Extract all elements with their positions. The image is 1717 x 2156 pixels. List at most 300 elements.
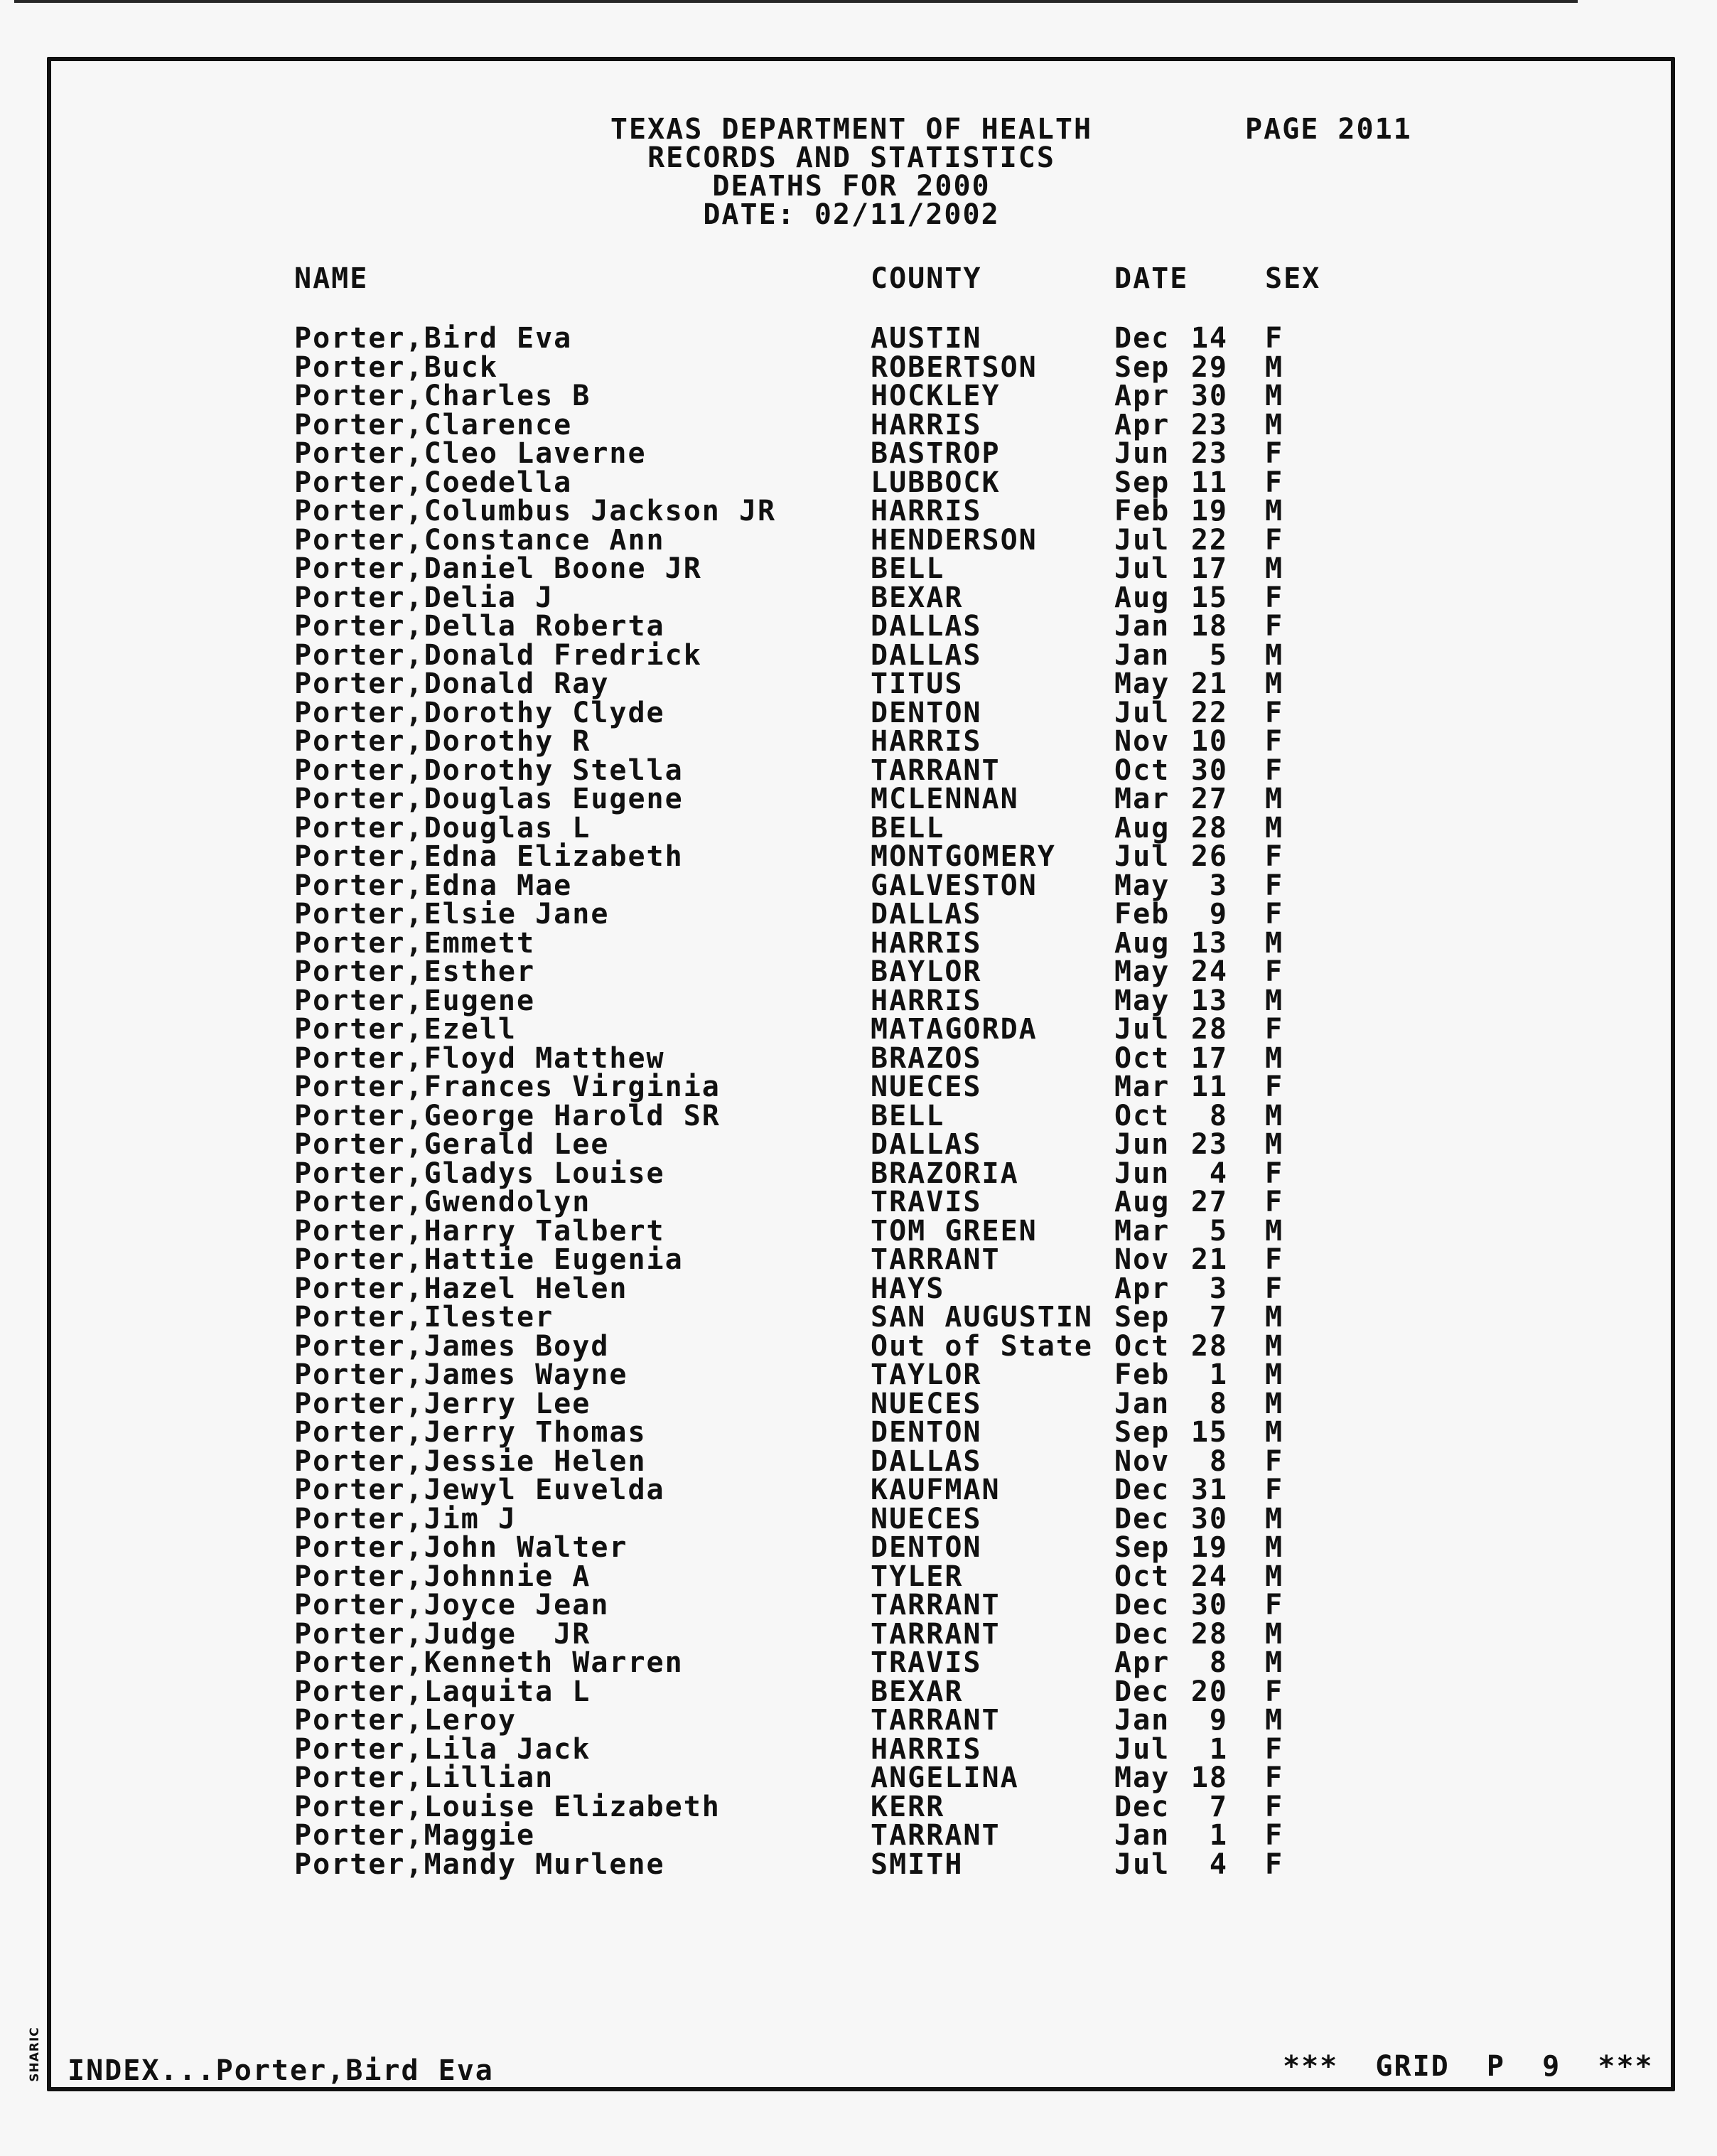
name-cell: Porter,Charles B xyxy=(294,380,591,412)
name-cell: Porter,Dorothy Clyde xyxy=(294,696,665,729)
name-cell: Porter,Ezell xyxy=(294,1013,517,1046)
county-cell: HAYS xyxy=(871,1272,945,1305)
county-cell: TARRANT xyxy=(871,1617,1001,1651)
name-cell: Porter,Hazel Helen xyxy=(294,1272,628,1305)
sex-cell: M xyxy=(1265,552,1284,585)
month-cell: Jul xyxy=(1114,552,1170,585)
column-header-date: DATE xyxy=(1114,262,1189,295)
sex-cell: M xyxy=(1265,1646,1284,1679)
county-cell: BEXAR xyxy=(871,581,964,614)
sex-cell: M xyxy=(1265,1358,1284,1391)
table-row xyxy=(0,1159,1717,1188)
day-cell: 22 xyxy=(1190,523,1228,557)
month-cell: Jan xyxy=(1114,1819,1170,1852)
table-row xyxy=(0,1358,1717,1391)
month-cell: Jul xyxy=(1114,840,1170,873)
sex-cell: F xyxy=(1265,840,1284,873)
table-row xyxy=(0,1761,1717,1794)
county-cell: BRAZOS xyxy=(871,1041,982,1075)
day-cell: 23 xyxy=(1190,408,1228,441)
day-cell: 20 xyxy=(1190,1675,1228,1708)
county-cell: DALLAS xyxy=(871,638,982,672)
county-cell: GALVESTON xyxy=(871,869,1038,902)
sex-cell: F xyxy=(1265,1790,1284,1823)
sex-cell: F xyxy=(1265,1157,1284,1190)
sex-cell: F xyxy=(1265,1589,1284,1621)
sex-cell: M xyxy=(1265,350,1284,384)
day-cell: 15 xyxy=(1190,1416,1228,1449)
day-cell: 23 xyxy=(1190,437,1228,470)
county-cell: DALLAS xyxy=(871,1128,982,1161)
table-row xyxy=(0,753,1717,787)
month-cell: Jul xyxy=(1114,523,1170,557)
county-cell: NUECES xyxy=(871,1071,982,1103)
name-cell: Porter,James Wayne xyxy=(294,1358,628,1391)
month-cell: Apr xyxy=(1114,380,1170,412)
table-row xyxy=(0,1648,1717,1677)
name-cell: Porter,Maggie xyxy=(294,1819,536,1852)
table-row xyxy=(0,1214,1717,1248)
name-cell: Porter,Constance Ann xyxy=(294,523,665,557)
county-cell: HOCKLEY xyxy=(871,380,1001,412)
day-cell: 7 xyxy=(1209,1301,1228,1334)
table-row xyxy=(0,842,1717,871)
table-row xyxy=(0,1533,1717,1562)
sex-cell: M xyxy=(1265,1617,1284,1651)
day-cell: 1 xyxy=(1209,1732,1228,1766)
column-header-county: COUNTY xyxy=(871,262,982,295)
county-cell: MCLENNAN xyxy=(871,783,1019,815)
county-cell: BELL xyxy=(871,552,945,585)
month-cell: Sep xyxy=(1114,1531,1170,1564)
sex-cell: M xyxy=(1265,1099,1284,1132)
county-cell: ANGELINA xyxy=(871,1761,1019,1794)
month-cell: Jun xyxy=(1114,1157,1170,1190)
sex-cell: F xyxy=(1265,869,1284,902)
name-cell: Porter,Hattie Eugenia xyxy=(294,1243,684,1276)
month-cell: Aug xyxy=(1114,926,1170,960)
county-cell: DENTON xyxy=(871,1416,982,1449)
name-cell: Porter,Eugene xyxy=(294,984,536,1017)
sex-cell: M xyxy=(1265,984,1284,1017)
month-cell: Apr xyxy=(1114,1646,1170,1679)
scan-edge-line xyxy=(14,0,1578,3)
sex-cell: F xyxy=(1265,753,1284,787)
month-cell: Oct xyxy=(1114,1560,1170,1593)
day-cell: 30 xyxy=(1190,1589,1228,1621)
table-row xyxy=(0,1821,1717,1850)
table-row xyxy=(0,1329,1717,1363)
table-row xyxy=(0,1130,1717,1159)
month-cell: Apr xyxy=(1114,408,1170,441)
side-label: SHARIC xyxy=(28,2027,42,2082)
name-cell: Porter,Dorothy R xyxy=(294,725,591,758)
name-cell: Porter,Douglas L xyxy=(294,811,591,844)
sex-cell: F xyxy=(1265,1272,1284,1305)
sex-cell: F xyxy=(1265,1847,1284,1881)
name-cell: Porter,Dorothy Stella xyxy=(294,753,684,787)
county-cell: Out of State xyxy=(871,1329,1093,1363)
county-cell: BEXAR xyxy=(871,1675,964,1708)
sex-cell: F xyxy=(1265,1732,1284,1766)
county-cell: DENTON xyxy=(871,1531,982,1564)
month-cell: Mar xyxy=(1114,783,1170,815)
day-cell: 30 xyxy=(1190,753,1228,787)
sex-cell: M xyxy=(1265,495,1284,527)
name-cell: Porter,Della Roberta xyxy=(294,610,665,643)
day-cell: 5 xyxy=(1209,1214,1228,1248)
sex-cell: F xyxy=(1265,1474,1284,1506)
county-cell: TOM GREEN xyxy=(871,1214,1038,1248)
table-row xyxy=(0,408,1717,441)
county-cell: TARRANT xyxy=(871,753,1001,787)
county-cell: TARRANT xyxy=(871,1589,1001,1621)
month-cell: Jul xyxy=(1114,696,1170,729)
month-cell: Apr xyxy=(1114,1272,1170,1305)
table-row xyxy=(0,1704,1717,1737)
table-row xyxy=(0,955,1717,988)
month-cell: May xyxy=(1114,869,1170,902)
grid-footer: *** GRID P 9 *** xyxy=(1283,2050,1654,2083)
sex-cell: F xyxy=(1265,1761,1284,1794)
sex-cell: M xyxy=(1265,1560,1284,1593)
county-cell: MATAGORDA xyxy=(871,1013,1038,1046)
table-row xyxy=(0,523,1717,557)
county-cell: BAYLOR xyxy=(871,955,982,988)
sex-cell: M xyxy=(1265,1128,1284,1161)
county-cell: MONTGOMERY xyxy=(871,840,1056,873)
sex-cell: F xyxy=(1265,725,1284,758)
sex-cell: F xyxy=(1265,1186,1284,1218)
month-cell: Sep xyxy=(1114,1301,1170,1334)
index-footer: INDEX...Porter,Bird Eva xyxy=(68,2054,494,2087)
day-cell: 7 xyxy=(1209,1790,1228,1823)
county-cell: HARRIS xyxy=(871,1732,982,1766)
day-cell: 11 xyxy=(1190,466,1228,499)
month-cell: Dec xyxy=(1114,1617,1170,1651)
month-cell: Jul xyxy=(1114,1847,1170,1881)
sex-cell: F xyxy=(1265,1071,1284,1103)
table-row xyxy=(0,1591,1717,1619)
table-row xyxy=(0,1041,1717,1075)
table-row xyxy=(0,926,1717,960)
name-cell: Porter,James Boyd xyxy=(294,1329,610,1363)
month-cell: Sep xyxy=(1114,350,1170,384)
county-cell: BRAZORIA xyxy=(871,1157,1019,1190)
day-cell: 24 xyxy=(1190,955,1228,988)
table-row xyxy=(0,727,1717,756)
name-cell: Porter,Jim J xyxy=(294,1502,517,1535)
month-cell: Dec xyxy=(1114,1589,1170,1621)
county-cell: SMITH xyxy=(871,1847,964,1881)
day-cell: 28 xyxy=(1190,1013,1228,1046)
header-line-division: RECORDS AND STATISTICS xyxy=(647,141,1055,174)
table-row xyxy=(0,1188,1717,1216)
name-cell: Porter,Edna Elizabeth xyxy=(294,840,684,873)
day-cell: 30 xyxy=(1190,380,1228,412)
sex-cell: F xyxy=(1265,437,1284,470)
county-cell: BELL xyxy=(871,1099,945,1132)
table-row xyxy=(0,696,1717,729)
column-header-name: NAME xyxy=(294,262,369,295)
month-cell: Jul xyxy=(1114,1732,1170,1766)
day-cell: 21 xyxy=(1190,667,1228,700)
month-cell: Sep xyxy=(1114,466,1170,499)
name-cell: Porter,Daniel Boone JR xyxy=(294,552,702,585)
name-cell: Porter,Lillian xyxy=(294,1761,554,1794)
name-cell: Porter,Jerry Lee xyxy=(294,1387,591,1420)
day-cell: 9 xyxy=(1209,1704,1228,1737)
county-cell: HARRIS xyxy=(871,725,982,758)
table-row xyxy=(0,871,1717,900)
sex-cell: M xyxy=(1265,1416,1284,1449)
day-cell: 28 xyxy=(1190,1617,1228,1651)
month-cell: Dec xyxy=(1114,1790,1170,1823)
name-cell: Porter,Donald Fredrick xyxy=(294,638,702,672)
month-cell: Feb xyxy=(1114,495,1170,527)
name-cell: Porter,Harry Talbert xyxy=(294,1214,665,1248)
month-cell: Jul xyxy=(1114,1013,1170,1046)
day-cell: 8 xyxy=(1209,1387,1228,1420)
month-cell: Dec xyxy=(1114,322,1170,355)
name-cell: Porter,Esther xyxy=(294,955,536,988)
column-header-sex: SEX xyxy=(1265,262,1321,295)
month-cell: Aug xyxy=(1114,1186,1170,1218)
county-cell: BELL xyxy=(871,811,945,844)
sex-cell: M xyxy=(1265,1387,1284,1420)
county-cell: KERR xyxy=(871,1790,945,1823)
county-cell: TYLER xyxy=(871,1560,964,1593)
month-cell: Oct xyxy=(1114,753,1170,787)
day-cell: 29 xyxy=(1190,350,1228,384)
sex-cell: M xyxy=(1265,1301,1284,1334)
table-row xyxy=(0,1847,1717,1881)
day-cell: 1 xyxy=(1209,1358,1228,1391)
month-cell: Jan xyxy=(1114,1387,1170,1420)
name-cell: Porter,Kenneth Warren xyxy=(294,1646,684,1679)
county-cell: DALLAS xyxy=(871,1444,982,1478)
county-cell: TARRANT xyxy=(871,1243,1001,1276)
month-cell: Aug xyxy=(1114,581,1170,614)
header-line-report: DEATHS FOR 2000 xyxy=(712,170,991,203)
day-cell: 13 xyxy=(1190,984,1228,1017)
table-row xyxy=(0,1617,1717,1651)
day-cell: 13 xyxy=(1190,926,1228,960)
name-cell: Porter,Emmett xyxy=(294,926,536,960)
name-cell: Porter,Donald Ray xyxy=(294,667,610,700)
sex-cell: M xyxy=(1265,380,1284,412)
day-cell: 22 xyxy=(1190,696,1228,729)
county-cell: TARRANT xyxy=(871,1704,1001,1737)
table-row xyxy=(0,554,1717,583)
day-cell: 17 xyxy=(1190,1041,1228,1075)
name-cell: Porter,Lila Jack xyxy=(294,1732,591,1766)
month-cell: Oct xyxy=(1114,1329,1170,1363)
month-cell: May xyxy=(1114,955,1170,988)
table-row xyxy=(0,350,1717,384)
sex-cell: M xyxy=(1265,1531,1284,1564)
name-cell: Porter,Elsie Jane xyxy=(294,898,610,930)
table-row xyxy=(0,468,1717,497)
table-row xyxy=(0,1245,1717,1274)
table-row xyxy=(0,1502,1717,1535)
day-cell: 28 xyxy=(1190,1329,1228,1363)
sex-cell: M xyxy=(1265,1329,1284,1363)
table-row xyxy=(0,581,1717,614)
sex-cell: F xyxy=(1265,898,1284,930)
sex-cell: F xyxy=(1265,523,1284,557)
month-cell: Mar xyxy=(1114,1071,1170,1103)
name-cell: Porter,Clarence xyxy=(294,408,573,441)
name-cell: Porter,John Walter xyxy=(294,1531,628,1564)
name-cell: Porter,Jerry Thomas xyxy=(294,1416,647,1449)
day-cell: 24 xyxy=(1190,1560,1228,1593)
table-row xyxy=(0,439,1717,468)
name-cell: Porter,Frances Virginia xyxy=(294,1071,721,1103)
name-cell: Porter,Jewyl Euvelda xyxy=(294,1474,665,1506)
table-row xyxy=(0,785,1717,813)
table-row xyxy=(0,1476,1717,1504)
month-cell: May xyxy=(1114,984,1170,1017)
name-cell: Porter,Ilester xyxy=(294,1301,554,1334)
name-cell: Porter,Columbus Jackson JR xyxy=(294,495,777,527)
table-row xyxy=(0,984,1717,1017)
name-cell: Porter,Judge JR xyxy=(294,1617,591,1651)
county-cell: DALLAS xyxy=(871,898,982,930)
county-cell: TAYLOR xyxy=(871,1358,982,1391)
day-cell: 17 xyxy=(1190,552,1228,585)
sex-cell: M xyxy=(1265,926,1284,960)
sex-cell: F xyxy=(1265,581,1284,614)
header-line-date: DATE: 02/11/2002 xyxy=(703,198,1000,231)
table-row xyxy=(0,1675,1717,1708)
day-cell: 27 xyxy=(1190,783,1228,815)
name-cell: Porter,Jessie Helen xyxy=(294,1444,647,1478)
name-cell: Porter,Johnnie A xyxy=(294,1560,591,1593)
month-cell: Sep xyxy=(1114,1416,1170,1449)
day-cell: 11 xyxy=(1190,1071,1228,1103)
name-cell: Porter,Louise Elizabeth xyxy=(294,1790,721,1823)
sex-cell: F xyxy=(1265,1444,1284,1478)
sex-cell: M xyxy=(1265,783,1284,815)
name-cell: Porter,Gerald Lee xyxy=(294,1128,610,1161)
name-cell: Porter,George Harold SR xyxy=(294,1099,721,1132)
month-cell: May xyxy=(1114,667,1170,700)
sex-cell: M xyxy=(1265,811,1284,844)
county-cell: KAUFMAN xyxy=(871,1474,1001,1506)
sex-cell: F xyxy=(1265,696,1284,729)
table-row xyxy=(0,382,1717,410)
name-cell: Porter,Gladys Louise xyxy=(294,1157,665,1190)
header-line-agency: TEXAS DEPARTMENT OF HEALTH xyxy=(610,113,1093,146)
month-cell: Dec xyxy=(1114,1502,1170,1535)
county-cell: DENTON xyxy=(871,696,982,729)
sex-cell: F xyxy=(1265,322,1284,355)
day-cell: 3 xyxy=(1209,1272,1228,1305)
county-cell: HENDERSON xyxy=(871,523,1038,557)
day-cell: 28 xyxy=(1190,811,1228,844)
name-cell: Porter,Floyd Matthew xyxy=(294,1041,665,1075)
month-cell: Jan xyxy=(1114,1704,1170,1737)
day-cell: 30 xyxy=(1190,1502,1228,1535)
month-cell: Mar xyxy=(1114,1214,1170,1248)
sex-cell: F xyxy=(1265,1819,1284,1852)
month-cell: Nov xyxy=(1114,1243,1170,1276)
table-row xyxy=(0,1073,1717,1101)
table-row xyxy=(0,1418,1717,1447)
table-row xyxy=(0,1272,1717,1305)
day-cell: 18 xyxy=(1190,610,1228,643)
month-cell: Oct xyxy=(1114,1099,1170,1132)
sex-cell: M xyxy=(1265,1704,1284,1737)
day-cell: 4 xyxy=(1209,1847,1228,1881)
county-cell: BASTROP xyxy=(871,437,1001,470)
table-row xyxy=(0,497,1717,525)
name-cell: Porter,Bird Eva xyxy=(294,322,573,355)
table-row xyxy=(0,900,1717,928)
month-cell: Jan xyxy=(1114,638,1170,672)
county-cell: HARRIS xyxy=(871,408,982,441)
day-cell: 8 xyxy=(1209,1099,1228,1132)
county-cell: ROBERTSON xyxy=(871,350,1038,384)
sex-cell: M xyxy=(1265,638,1284,672)
day-cell: 1 xyxy=(1209,1819,1228,1852)
county-cell: HARRIS xyxy=(871,984,982,1017)
day-cell: 3 xyxy=(1209,869,1228,902)
sex-cell: F xyxy=(1265,466,1284,499)
day-cell: 26 xyxy=(1190,840,1228,873)
name-cell: Porter,Laquita L xyxy=(294,1675,591,1708)
sex-cell: M xyxy=(1265,408,1284,441)
sex-cell: M xyxy=(1265,667,1284,700)
name-cell: Porter,Buck xyxy=(294,350,498,384)
day-cell: 27 xyxy=(1190,1186,1228,1218)
day-cell: 4 xyxy=(1209,1157,1228,1190)
sex-cell: F xyxy=(1265,955,1284,988)
name-cell: Porter,Delia J xyxy=(294,581,554,614)
table-row xyxy=(0,1387,1717,1420)
sex-cell: F xyxy=(1265,1675,1284,1708)
name-cell: Porter,Edna Mae xyxy=(294,869,573,902)
month-cell: Feb xyxy=(1114,898,1170,930)
month-cell: Dec xyxy=(1114,1474,1170,1506)
table-row xyxy=(0,1562,1717,1591)
county-cell: NUECES xyxy=(871,1502,982,1535)
month-cell: Feb xyxy=(1114,1358,1170,1391)
month-cell: May xyxy=(1114,1761,1170,1794)
table-row xyxy=(0,324,1717,353)
county-cell: TARRANT xyxy=(871,1819,1001,1852)
sex-cell: F xyxy=(1265,1243,1284,1276)
day-cell: 5 xyxy=(1209,638,1228,672)
day-cell: 19 xyxy=(1190,1531,1228,1564)
table-row xyxy=(0,1099,1717,1132)
county-cell: NUECES xyxy=(871,1387,982,1420)
name-cell: Porter,Mandy Murlene xyxy=(294,1847,665,1881)
table-row xyxy=(0,667,1717,700)
county-cell: TITUS xyxy=(871,667,964,700)
name-cell: Porter,Joyce Jean xyxy=(294,1589,610,1621)
table-row xyxy=(0,1732,1717,1766)
county-cell: SAN AUGUSTIN xyxy=(871,1301,1093,1334)
month-cell: Jun xyxy=(1114,437,1170,470)
month-cell: Dec xyxy=(1114,1675,1170,1708)
county-cell: DALLAS xyxy=(871,610,982,643)
day-cell: 31 xyxy=(1190,1474,1228,1506)
day-cell: 9 xyxy=(1209,898,1228,930)
table-row xyxy=(0,638,1717,672)
county-cell: HARRIS xyxy=(871,926,982,960)
